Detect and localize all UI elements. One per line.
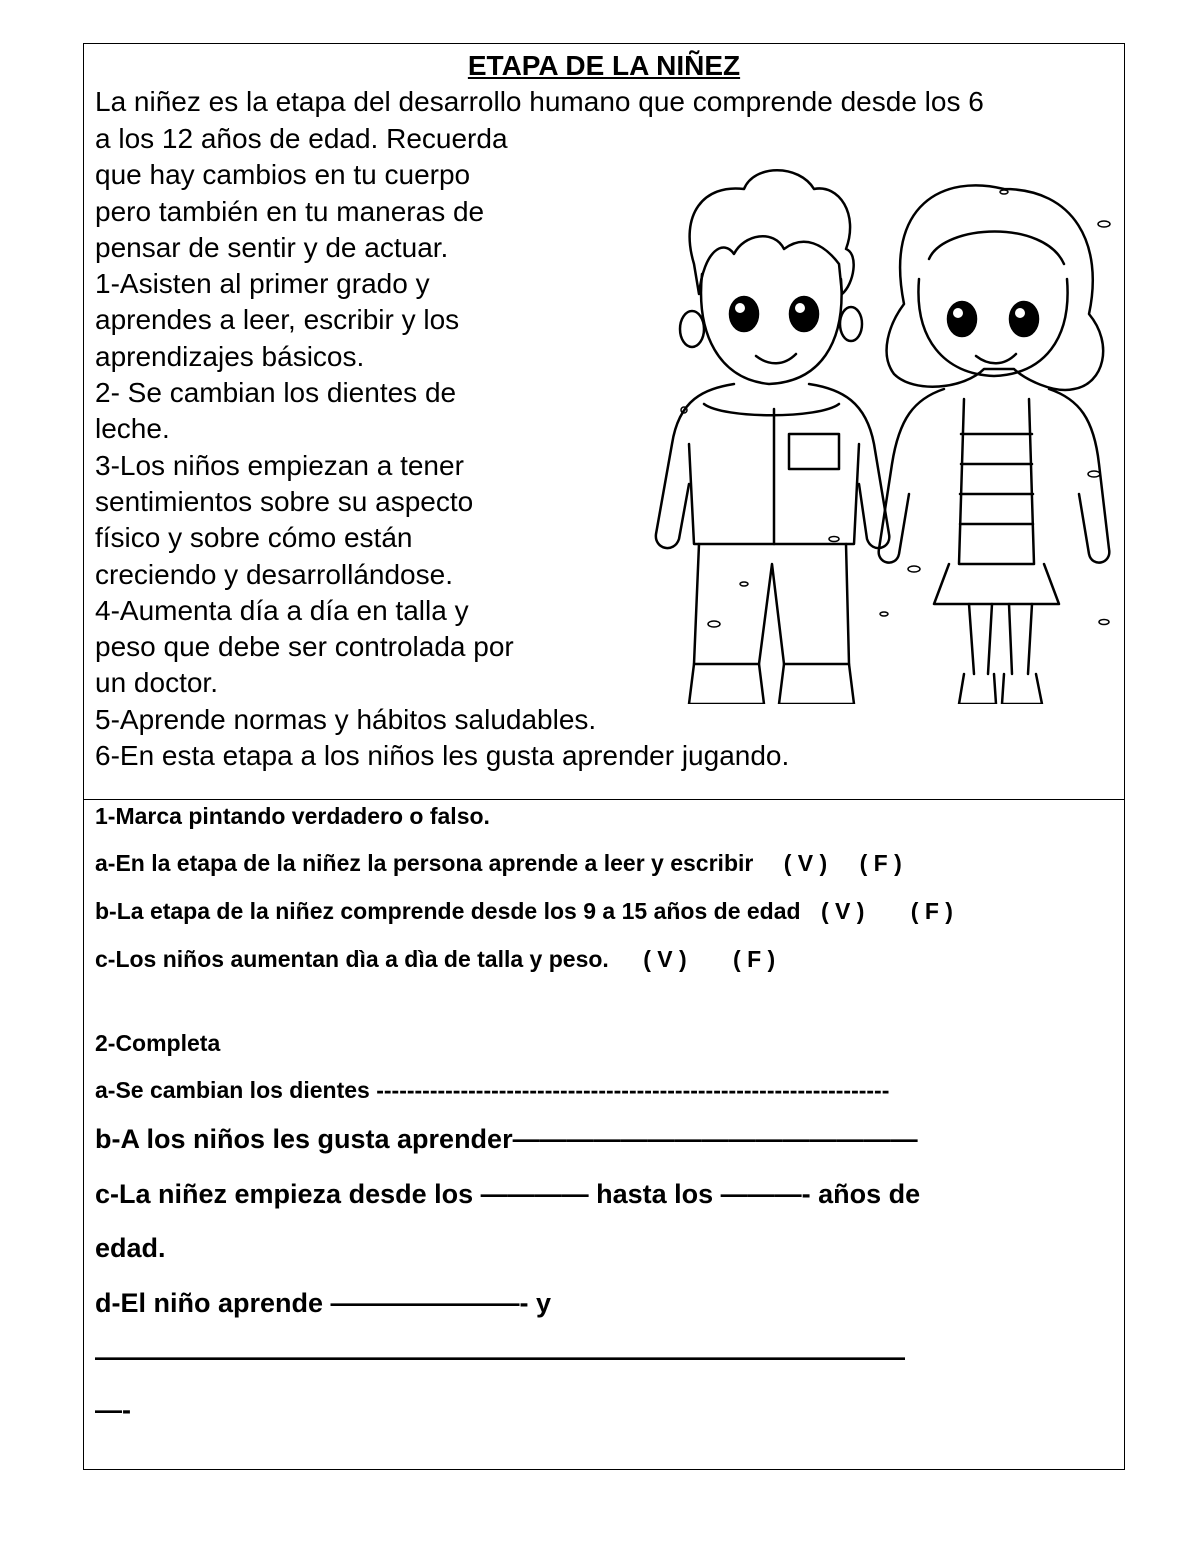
reading-section	[84, 44, 1124, 799]
boy-figure	[656, 170, 889, 704]
intro-line: pensar de sentir y de actuar.	[95, 231, 449, 263]
false-option[interactable]: ( F )	[859, 850, 902, 876]
fill-blank-d-line[interactable]: ——————————————————————————————	[95, 1342, 905, 1372]
intro-line: que hay cambios en tu cuerpo	[95, 159, 471, 191]
intro-line: 3-Los niños empiezan a tener	[95, 449, 464, 481]
intro-line: físico y sobre cómo están	[95, 522, 413, 554]
fill-blank-a[interactable]: a-Se cambian los dientes -------------------------------------------------------------------	[95, 1077, 890, 1103]
fill-blank-c-cont: edad.	[95, 1233, 166, 1263]
fill-blank-d[interactable]: d-El niño aprende ———————- y	[95, 1288, 552, 1318]
page-title: ETAPA DE LA NIÑEZ	[467, 50, 741, 81]
exercise1-item-b	[95, 898, 953, 925]
intro-line: aprendes a leer, escribir y los	[95, 304, 460, 336]
true-option[interactable]: ( V )	[643, 946, 687, 972]
statement-text: b-La etapa de la niñez comprende desde los 9 a 15 años de edad	[95, 898, 801, 924]
true-option[interactable]: ( V )	[783, 850, 828, 876]
intro-line: a los 12 años de edad. Recuerda	[95, 123, 508, 154]
exercise1-item-a	[95, 850, 902, 877]
intro-line: 2- Se cambian los dientes de	[95, 377, 457, 409]
statement-text: a-En la etapa de la niñez la persona aprende a leer y escribir	[95, 850, 754, 876]
intro-first-line: La niñez es la etapa del desarrollo humano que comprende desde los 6	[95, 86, 984, 117]
intro-line: aprendizajes básicos.	[95, 340, 365, 372]
statement-text: c-Los niños aumentan dìa a dìa de talla y peso.	[95, 946, 609, 972]
intro-line: pero también en tu maneras de	[95, 195, 485, 227]
exercise1-item-c	[95, 946, 775, 973]
exercise2-heading: 2-Completa	[95, 1030, 221, 1056]
intro-line: 4-Aumenta día a día en talla y	[95, 594, 469, 626]
intro-line: leche.	[95, 413, 170, 445]
exercise1-heading: 1-Marca pintando verdadero o falso.	[95, 803, 490, 829]
intro-line: un doctor.	[95, 667, 218, 699]
false-option[interactable]: ( F )	[733, 946, 776, 972]
false-option[interactable]: ( F )	[910, 898, 953, 924]
intro-line: 5-Aprende normas y hábitos saludables.	[95, 703, 597, 735]
worksheet	[83, 43, 1125, 1470]
intro-line: peso que debe ser controlada por	[95, 631, 514, 663]
intro-line: sentimientos sobre su aspecto	[95, 485, 474, 517]
true-option[interactable]: ( V )	[820, 898, 865, 924]
section-divider	[84, 799, 1124, 800]
girl-figure	[879, 185, 1110, 704]
fill-blank-c[interactable]: c-La niñez empieza desde los ———— hasta los ———- años de	[95, 1179, 921, 1209]
fill-blank-b[interactable]: b-A los niños les gusta aprender———————————————	[95, 1124, 918, 1154]
fill-blank-d-end: —-	[95, 1395, 131, 1425]
children-illustration	[584, 144, 1124, 704]
intro-line: creciendo y desarrollándose.	[95, 558, 453, 590]
intro-line: 1-Asisten al primer grado y	[95, 268, 430, 300]
intro-line: 6-En esta etapa a los niños les gusta aprender jugando.	[95, 740, 790, 772]
